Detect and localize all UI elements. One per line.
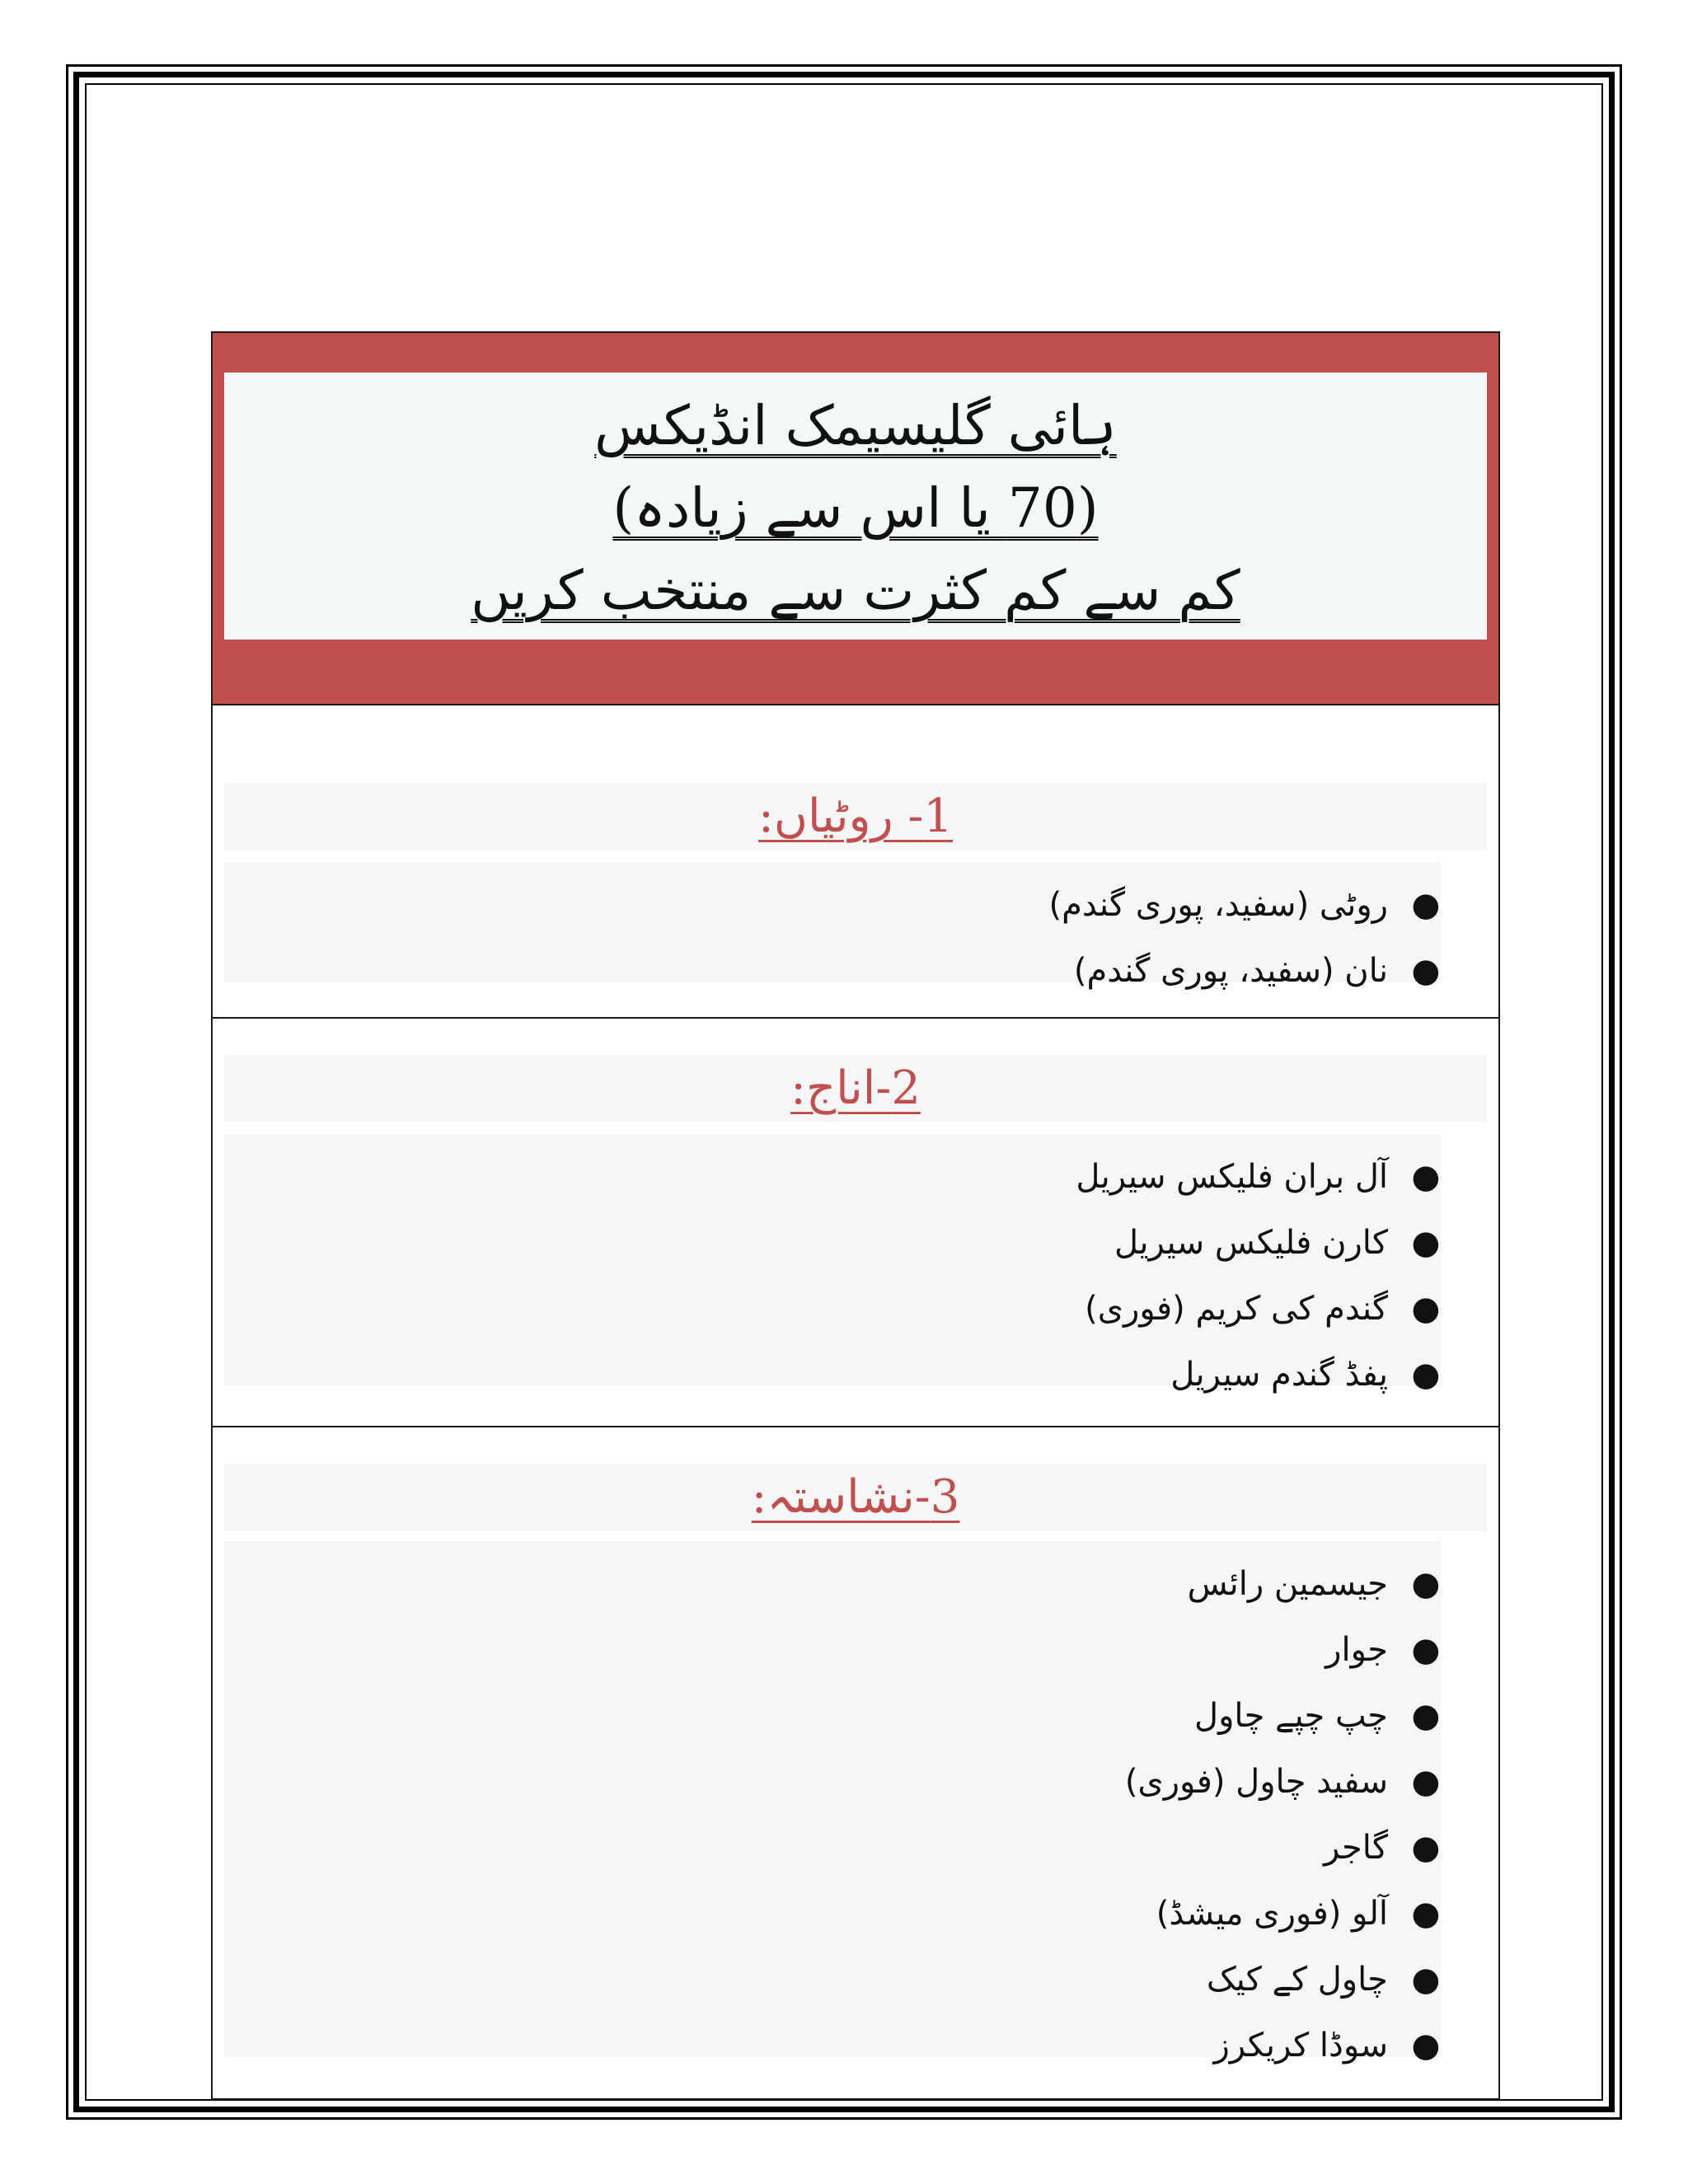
bullet-icon: ● xyxy=(1411,1565,1441,1603)
list-item-text: کارن فلیکس سیریل xyxy=(1114,1224,1388,1262)
section-items-box xyxy=(224,1541,1441,2064)
list-item xyxy=(224,1210,1441,1276)
list-item-text: گاجر xyxy=(1323,1829,1388,1867)
section-items-box xyxy=(224,862,1441,990)
bullet-icon: ● xyxy=(1411,1829,1441,1867)
list-item xyxy=(224,1144,1441,1210)
section-heading xyxy=(224,1055,1487,1122)
list-item xyxy=(224,1551,1441,1617)
list-item xyxy=(224,1683,1441,1749)
bullet-icon: ● xyxy=(1411,952,1441,990)
header-title-line-3 xyxy=(224,554,1487,628)
section-title: 3-نشاستہ: xyxy=(751,1470,960,1524)
section-items-box xyxy=(224,1134,1441,1394)
bullet-list xyxy=(224,1551,1441,2079)
list-item-text: جیسمین رائس xyxy=(1187,1565,1388,1603)
list-item xyxy=(224,1947,1441,2013)
list-item-text: آل بران فلیکس سیریل xyxy=(1076,1158,1388,1196)
bullet-icon: ● xyxy=(1411,1895,1441,1933)
bullet-icon: ● xyxy=(1411,1697,1441,1735)
list-item xyxy=(224,1342,1441,1408)
bullet-icon: ● xyxy=(1411,2027,1441,2064)
list-item xyxy=(224,1881,1441,1947)
section-heading xyxy=(224,1464,1487,1531)
header-box xyxy=(224,373,1487,640)
list-item-text: سفید چاول (فوری) xyxy=(1124,1763,1388,1801)
section-breads xyxy=(213,705,1498,1019)
list-item-text: روٹی (سفید، پوری گندم) xyxy=(1048,886,1388,924)
list-item xyxy=(224,1617,1441,1683)
list-item xyxy=(224,2013,1441,2079)
header-title-text-3: کم سے کم کثرت سے منتخب کریں xyxy=(471,559,1240,622)
list-item-text: چاول کے کیک xyxy=(1206,1961,1388,1999)
header-cell xyxy=(213,333,1498,705)
section-heading xyxy=(224,783,1487,851)
section-title: 1- روٹیاں: xyxy=(758,790,953,843)
list-item-text: پفڈ گندم سیریل xyxy=(1170,1356,1388,1394)
section-starches xyxy=(213,1427,1498,2100)
list-item xyxy=(224,1749,1441,1815)
section-title: 2-اناج: xyxy=(790,1062,921,1115)
list-item-text: جوار xyxy=(1325,1631,1388,1669)
list-item-text: سوڈا کریکرز xyxy=(1213,2027,1388,2064)
list-item-text: نان (سفید، پوری گندم) xyxy=(1073,952,1388,990)
section-grains xyxy=(213,1019,1498,1427)
bullet-icon: ● xyxy=(1411,886,1441,924)
bullet-icon: ● xyxy=(1411,1290,1441,1328)
list-item-text: آلو (فوری میشڈ) xyxy=(1156,1895,1388,1933)
list-item xyxy=(224,1815,1441,1881)
list-item xyxy=(224,938,1441,1004)
bullet-icon: ● xyxy=(1411,1158,1441,1196)
header-title-text-1: ہائی گلیسیمک انڈیکس xyxy=(594,394,1117,457)
bullet-icon: ● xyxy=(1411,1224,1441,1262)
bullet-icon: ● xyxy=(1411,1763,1441,1801)
list-item xyxy=(224,872,1441,938)
list-item-text: گندم کی کریم (فوری) xyxy=(1085,1290,1388,1328)
header-title-line-1 xyxy=(224,389,1487,463)
header-title-text-2: (70 یا اس سے زیادہ) xyxy=(612,476,1099,540)
bullet-icon: ● xyxy=(1411,1356,1441,1394)
list-item-text: چپ چپے چاول xyxy=(1194,1697,1388,1735)
bullet-icon: ● xyxy=(1411,1961,1441,1999)
content-table xyxy=(211,331,1500,2100)
bullet-list xyxy=(224,872,1441,1004)
list-item xyxy=(224,1276,1441,1342)
header-title-line-2 xyxy=(224,471,1487,546)
bullet-list xyxy=(224,1144,1441,1408)
bullet-icon: ● xyxy=(1411,1631,1441,1669)
